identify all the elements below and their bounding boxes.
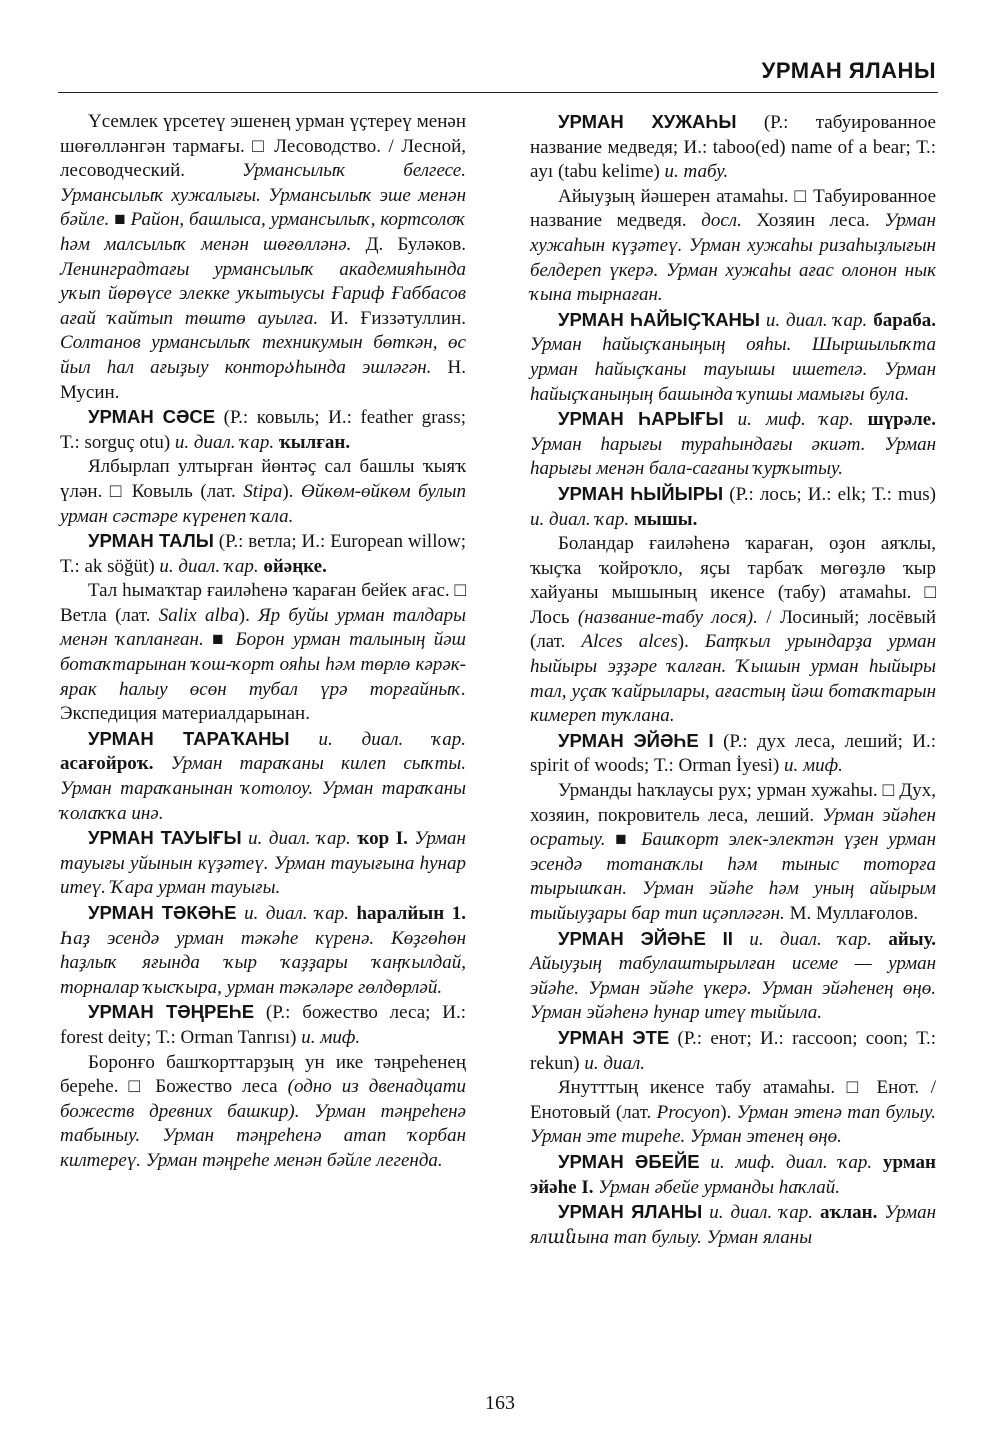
headword: УРМАН ТАРАҠАНЫ (88, 727, 290, 749)
translations: (Р.: ковыль; И.: feather grass; Т.: sorguç otu) (60, 407, 466, 453)
translations: (Р.: лось; И.: elk; Т.: mus) (723, 483, 936, 505)
translations: (Р.: ветла; И.: European willow; Т.: ak söğüt) (60, 531, 466, 577)
headword: УРМАН ТӘКӘҺЕ (88, 902, 237, 923)
entry-definition (530, 779, 936, 927)
grammar-label: и. диал. ҡар. (760, 309, 874, 331)
dictionary-entry (530, 927, 936, 1026)
definition-text: (название-табу лося). (577, 606, 758, 628)
header-rule (58, 92, 938, 93)
page-number: 163 (485, 1392, 515, 1414)
example-text: Урмансылыҡ белгесе. Урмансылыҡ хужалығы. Урмансылыҡ эше менән бәйле. (60, 160, 466, 231)
latin-name: Stipa (243, 480, 283, 502)
cross-reference: өйәңке. (263, 555, 327, 577)
dictionary-entry (60, 529, 466, 579)
citation-text: Ленинградтағы урмансылыҡ академияһында уҡып йөрөүсе элекке уҡытыусы Ғариф Ғаббасов ағай ҡайтып төштө ауылға. (60, 258, 466, 329)
cross-reference: мышы. (633, 508, 698, 530)
entry-definition (530, 185, 936, 308)
citation-author: М. Муллағолов. (784, 903, 919, 924)
headword: УРМАН ТӘҢРЕҺЕ (88, 1001, 255, 1023)
headword: УРМАН ЯЛАНЫ (558, 1201, 703, 1223)
entry-definition (60, 455, 466, 529)
grammar-label: и. табу. (664, 161, 729, 183)
definition-text: ). (282, 480, 301, 502)
grammar-label: и. диал. (584, 1052, 645, 1074)
dictionary-entry (530, 1200, 936, 1250)
example-text: Яр буйы урман талдары менән ҡапланған. (60, 604, 466, 651)
definition-text: ). (677, 631, 705, 653)
entry-definition (530, 532, 936, 729)
definition-text: / Лосиный; лосёвый (лат. (530, 606, 936, 653)
entry-definition (530, 1076, 936, 1150)
dictionary-entry (530, 482, 936, 532)
grammar-label: и. миф. ҡар. (723, 409, 868, 431)
example-text: Өйкөм-өйкөм булып урман сәстәре күренеп ҡала. (60, 480, 467, 527)
example-text: Баҭҡыл урындарҙа урман һыйыры эҙҙәре ҡалған. Ҡышын урман һыйыры тал, уҫаҡ ҡайрылары, ағастың йәш ботаҡтарын кимереп туҡлана. (530, 631, 936, 727)
cross-reference: асағойроҡ. (60, 753, 154, 775)
cross-reference: бараба. (873, 309, 937, 331)
grammar-label: досл. (701, 210, 742, 232)
headword: УРМАН СӘСЕ (88, 406, 216, 428)
example-text: Урман ялանына тап булыу. Урман яланы (530, 1202, 937, 1248)
latin-name: Salix alba (158, 604, 239, 626)
left-column (60, 110, 466, 1174)
dictionary-entry (530, 308, 936, 407)
grammar-label: и. миф. (301, 1026, 361, 1048)
example-text: Урман тауығы уйынын күҙәтеү. Урман тауығына һунар итеү. Ҡара урман тауығы. (60, 828, 466, 899)
definition-text: Хозяин леса. (741, 210, 885, 232)
grammar-label: и. миф. (784, 755, 843, 777)
headword: УРМАН ТАЛЫ (88, 530, 214, 552)
cross-reference: урман эйәһе I. (530, 1151, 936, 1198)
grammar-label: и. диал. ҡар. (732, 928, 889, 950)
headword: УРМАН ТАУЫҒЫ (88, 827, 242, 849)
citation-author: Д. Буләков. (351, 233, 466, 255)
entry-continuation (60, 110, 466, 405)
citation-text: ■ Район, башлыса, урмансылыҡ, кортсолоҡ һәм малсылыҡ менән шөғөлләнә. (60, 209, 466, 255)
definition-text: Үсемлек үрсетеү эшенең урман үҫтереү менән шөғөлләнгән тармағы. □ Лесоводство. / Лесной, лесоводческий. (60, 111, 466, 182)
headword: УРМАН ҺЫЙЫРЫ (558, 482, 724, 504)
right-column (530, 110, 936, 1250)
example-text: Һаҙ эсендә урман тәкәһе күренә. Көҙгөһөн һаҙлыҡ яғында ҡыр ҡаҙҙары ҡаңҡылдай, торналар ҡысҡыра, урман тәкәләре гөлдөрләй. (60, 927, 466, 998)
grammar-label: и. диал. ҡар. (236, 903, 357, 924)
definition-text: Янутттың икенсе табу атамаһы. □ Енот. / Енотовый (лат. (530, 1077, 936, 1123)
grammar-label: и. диал. ҡар. (289, 728, 467, 750)
grammar-label: и. диал. ҡар. (174, 431, 279, 453)
cross-reference: айыу. (888, 928, 936, 950)
example-text: Урман этенә тап булыу. Урман эте тиреһе. Урман этенең өңө. (530, 1101, 937, 1148)
dictionary-entry (60, 901, 466, 1000)
latin-name: Procyon (656, 1101, 721, 1123)
citation-text: ■ Башҡорт элек-электән үҙен урман эсендә тотанаҡлы һәм тыныс тоторға тырышҡан. Урман эйәһе һәм уның айырым тыйыуҙары бар тип иҫәпләгән. (530, 829, 936, 924)
example-text: Урман һарығы тураһындағы әкиәт. Урман һарығы менән бала-сағаны ҡурҡытыу. (530, 433, 936, 480)
headword: УРМАН ҺАРЫҒЫ (558, 408, 724, 430)
dictionary-entry (60, 405, 466, 455)
dictionary-entry (530, 1026, 936, 1076)
definition-text: ). (238, 604, 259, 626)
citation-text: Солтанов урмансылыҡ техникумын бөткән, өс йыл һал ағыҙыу конторაһында эшләгән. (60, 332, 466, 378)
headword: УРМАН ӘБЕЙЕ (558, 1150, 700, 1172)
example-text: Урман эйәһен осратыу. (530, 804, 936, 851)
translations: (Р.: табуированное название медведя; И.: taboo(ed) name of a bear; Т.: ayı (tabu kelime) (530, 112, 936, 183)
translations: (Р.: божество леса; И.: forest deity; Т.: Orman Tanrısı) (60, 1002, 466, 1048)
cross-reference: ҡор I. (357, 828, 408, 850)
dictionary-entry (530, 407, 936, 482)
example-text: Урман тараҡаны килеп сыҡты. Урман тараҡанынан ҡотолоу. Урман тараҡаны ҡолаҡҡа инә. (60, 753, 466, 824)
definition-text: Боронғо башҡорттарҙың ун ике тәңреһенең береһе. □ Божество леса (60, 1051, 466, 1098)
dictionary-entry (60, 727, 466, 826)
definition-text: Боландар ғаиләһенә ҡараған, оҙон аяҡлы, ҡыҫҡа ҡойроҡло, яҫы тарбаҡ мөгөҙлө ҡыр хайуаны мышының икенсе (табу) атамаһы. □ Лось (530, 533, 936, 628)
entry-definition (60, 579, 466, 727)
cross-reference: һаралйын 1. (356, 903, 466, 924)
example-text: Айыуҙың табулаштырылған исеме — урман эйәһе. Урман эйәһе үкерә. Урман эйәһенең өңө. Урман эйәһенә һунар итеү тыйыла. (530, 953, 936, 1024)
dictionary-entry (530, 729, 936, 779)
entry-definition (60, 1051, 466, 1174)
example-text: Урман һайыҫҡаныңың ояһы. Шыршылыҡта урман һайыҫҡаны тауышы ишетелә. Урман һайыҫҡаныңың башында ҡупшы мамығы була. (530, 334, 936, 405)
example-text: Урман хужаһын күҙәтеү. Урман хужаһы ризаһыҙлығын белдереп үкерә. Урман хужаһы ағас олонон нык ҡына тырнаған. (530, 210, 936, 306)
definition-text: Айыуҙың йәшерен атамаһы. □ Табуированное название медведя. (530, 185, 936, 232)
definition-text: ). (720, 1101, 737, 1123)
citation-author: Экспедиция материалдарынан. (60, 703, 310, 725)
headword: УРМАН ЭЙӘҺЕ I (558, 729, 714, 751)
cross-reference: ҡылған. (278, 431, 351, 453)
definition-text: Тал һымаҡтар ғаиләһенә ҡараған бейек ағас. □ Ветла (лат. (60, 580, 466, 626)
citation-author: И. Ғиззәтуллин. (318, 307, 466, 329)
grammar-label: и. диал. ҡар. (241, 828, 358, 850)
cross-reference: аҡлан. (820, 1202, 878, 1224)
grammar-label: и. диал. ҡар. (702, 1202, 821, 1224)
latin-name: Alces alces (581, 631, 678, 653)
translations: (Р.: енот; И.: raccoon; coon; Т.: rekun) (530, 1027, 936, 1074)
dictionary-entry (60, 826, 466, 901)
headword: УРМАН ҺАЙЫҪҠАНЫ (558, 308, 761, 330)
running-head: УРМАН ЯЛАНЫ (761, 58, 936, 83)
definition-text: Урманды һаҡлаусы рух; урман хужаһы. □ Дух, хозяин, покровитель леса, леший. (530, 780, 936, 826)
dictionary-entry (60, 1000, 466, 1050)
grammar-label: и. миф. диал. ҡар. (699, 1151, 883, 1173)
cross-reference: шүрәле. (867, 409, 936, 431)
example-text: Урман әбейе урманды һаҡлай. (593, 1176, 841, 1198)
grammar-label: и. диал. ҡар. (159, 555, 264, 577)
grammar-label: и. диал. ҡар. (530, 508, 634, 530)
headword: УРМАН ХУЖАҺЫ (558, 111, 737, 132)
citation-author: Н. Мусин. (60, 356, 466, 403)
citation-text: ■ Борон урман талының йәш ботаҡтарынан ҡош-ҡорт ояһы һәм төрлө кәрәк-ярак һалыу өсөн тубал үрә торғайныҡ. (60, 629, 466, 700)
dictionary-entry (530, 1150, 936, 1200)
translations: (Р.: дух леса, леший; И.: spirit of woods; Т.: Orman İyesi) (530, 730, 936, 777)
definition-text: Ялбырлап ултырған йөнтәҫ сал башлы ҡыяҡ үлән. □ Ковыль (лат. (60, 456, 466, 502)
headword: УРМАН ЭТЕ (558, 1026, 670, 1048)
dictionary-entry (530, 110, 936, 185)
headword: УРМАН ЭЙӘҺЕ II (558, 927, 733, 949)
example-text: (одно из двенадцати божеств древних башкир). Урман тәңреһенә табыныу. Урман тәңреһенә атап ҡорбан килтереү. Урман тәңреһе менән бәйле легенда. (60, 1076, 466, 1171)
